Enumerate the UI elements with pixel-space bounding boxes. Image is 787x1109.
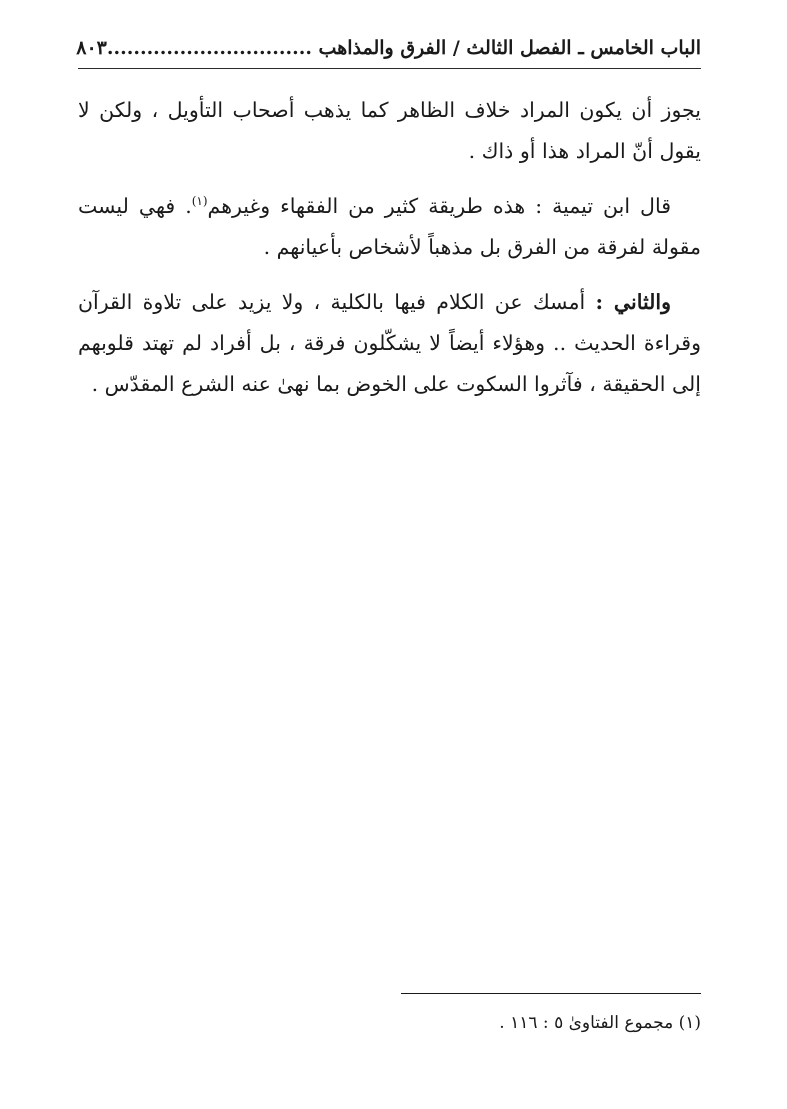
body-text [78, 90, 701, 419]
header-rule [78, 68, 701, 69]
paragraph-3 [78, 282, 701, 405]
page-number: ٨٠٣ [76, 37, 107, 59]
footnote-1: (١) مجموع الفتاوىٰ ٥ : ١١٦ . [499, 1013, 701, 1033]
paragraph-3-lead: والثاني : [595, 290, 671, 314]
paragraph-3-text: أمسك عن الكلام فيها بالكلية ، ولا يزيد على تلاوة القرآن وقراءة الحديث .. وهؤلاء أيضاً لا يشكّلون فرقة ، بل أفراد لم تهتد قلوبهم إلى الحقيقة ، فآثروا السكوت على الخوض بما نهىٰ عنه الشرع المقدّس . [78, 290, 701, 396]
paragraph-2 [78, 186, 701, 268]
running-header [78, 30, 701, 66]
footnote-rule [401, 993, 701, 994]
footnote-marker: (١) [191, 194, 208, 209]
paragraph-1: يجوز أن يكون المراد خلاف الظاهر كما يذهب أصحاب التأويل ، ولكن لا يقول أنّ المراد هذا أو ذاك . [78, 98, 701, 163]
paragraph-2-text: قال ابن تيمية : هذه طريقة كثير من الفقهاء وغيرهم [207, 194, 671, 218]
paragraph-2-rest: . فهي ليست مقولة لفرقة من الفرق بل مذهباً لأشخاص بأعيانهم . [78, 194, 701, 259]
header-title: الباب الخامس ـ الفصل الثالث / الفرق والمذاهب ............................... [106, 37, 701, 59]
